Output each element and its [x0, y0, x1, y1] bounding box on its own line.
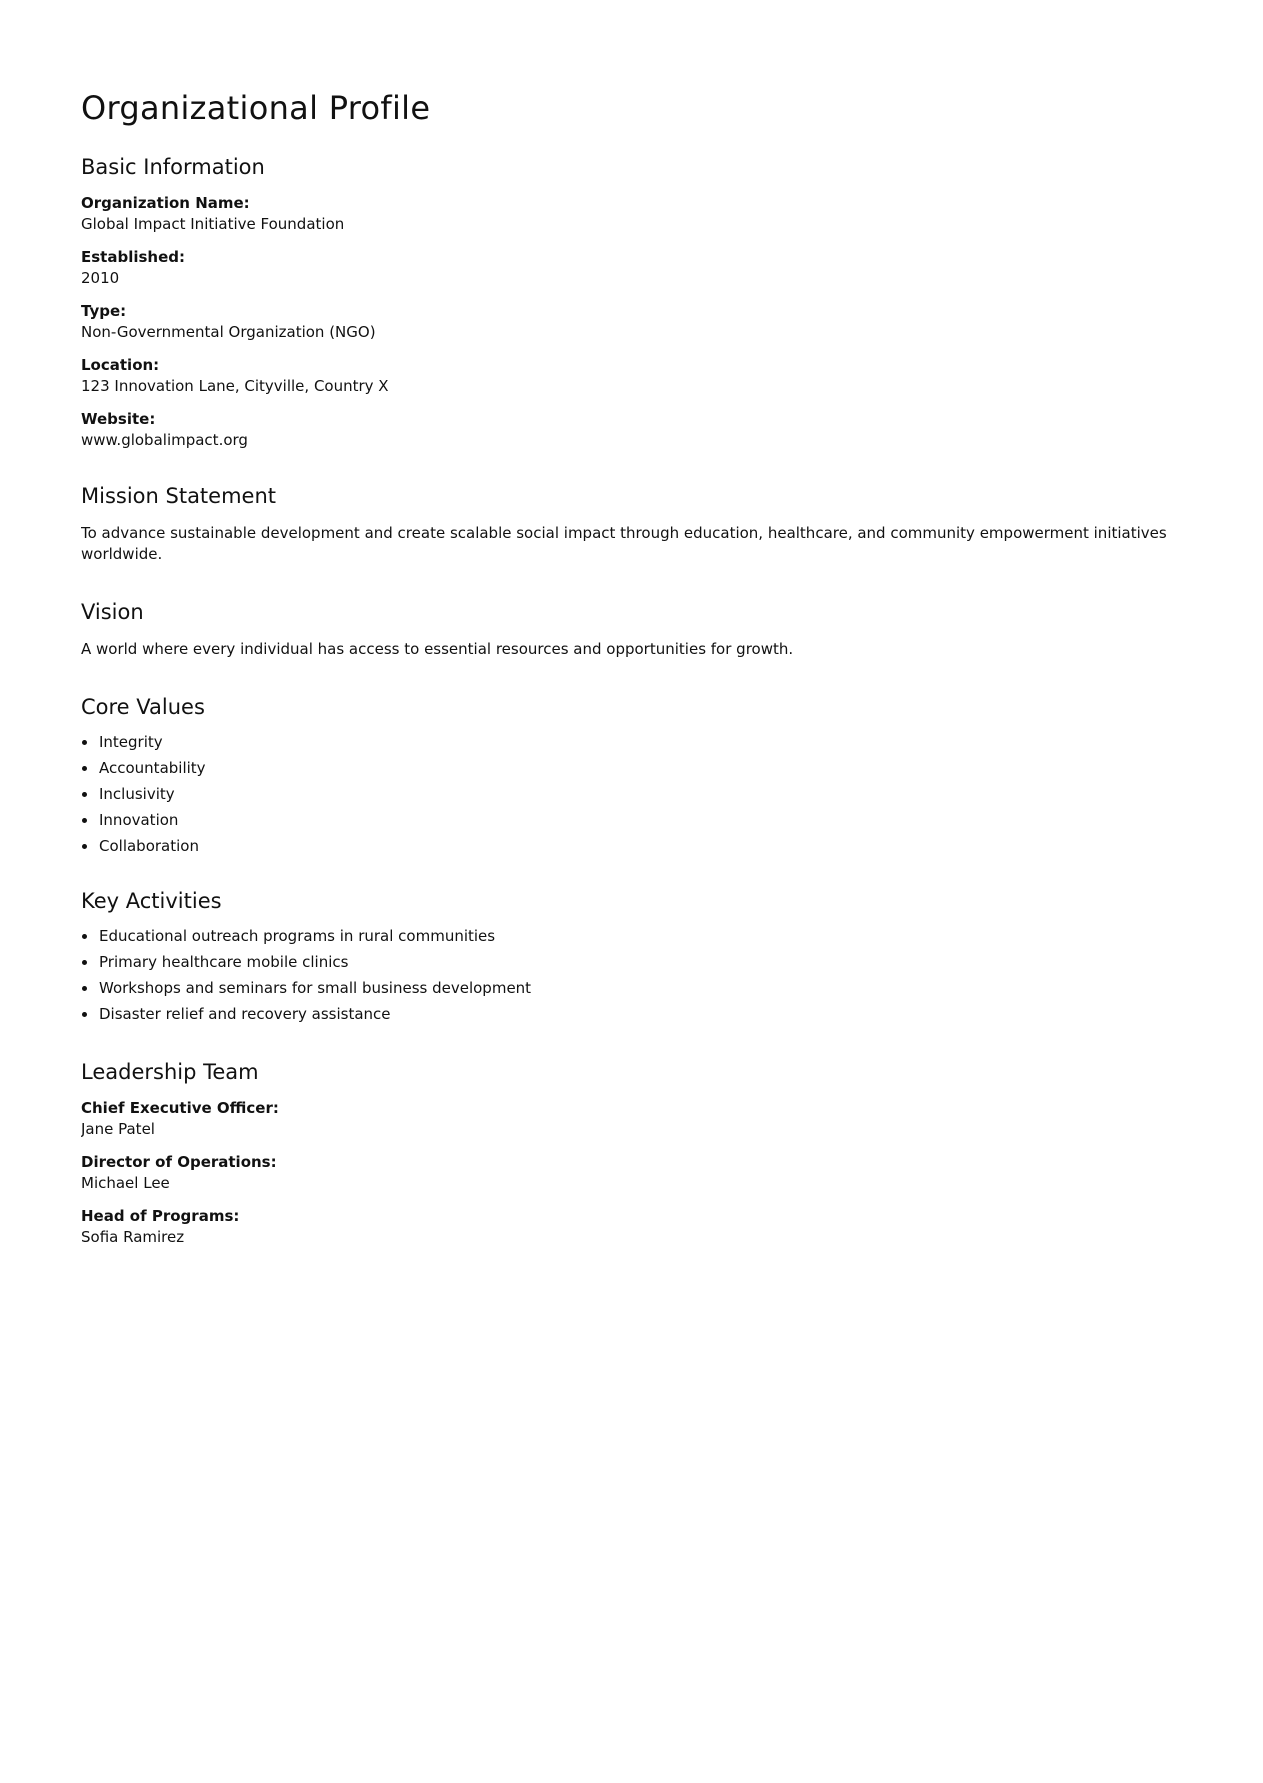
- basic-information-section: [81, 153, 1191, 451]
- field-established: [81, 247, 1191, 289]
- field-website: [81, 409, 1191, 451]
- list-item: [81, 755, 1191, 781]
- section-heading-basic-information: Basic Information: [81, 155, 265, 179]
- field-value: 2010: [81, 269, 120, 287]
- list-item-text: Primary healthcare mobile clinics: [99, 953, 349, 971]
- leader-role: Head of Programs:: [81, 1207, 240, 1225]
- website-value: www.globalimpact.org: [81, 431, 248, 449]
- list-item: [81, 833, 1191, 859]
- list-item: [81, 1001, 1191, 1027]
- list-item: [81, 807, 1191, 833]
- list-item-text: Educational outreach programs in rural communities: [99, 927, 496, 945]
- list-item-text: Workshops and seminars for small business development: [99, 979, 532, 997]
- mission-text: To advance sustainable development and create scalable social impact through education, healthcare, and community empowerment initiatives worldwide.: [81, 524, 1167, 563]
- section-heading-vision: Vision: [81, 600, 144, 624]
- list-item-text: Collaboration: [99, 837, 199, 855]
- list-item-text: Disaster relief and recovery assistance: [99, 1005, 391, 1023]
- leader-ceo: [81, 1098, 1191, 1140]
- mission-section: [81, 482, 1191, 565]
- field-location: [81, 355, 1191, 397]
- field-value: Non-Governmental Organization (NGO): [81, 323, 376, 341]
- leader-head-programs: [81, 1206, 1191, 1248]
- vision-section: [81, 598, 1191, 660]
- field-value: Global Impact Initiative Foundation: [81, 215, 345, 233]
- core-values-section: [81, 693, 1191, 859]
- section-heading-leadership: Leadership Team: [81, 1060, 259, 1084]
- bullet-icon: [82, 986, 87, 991]
- leadership-section: [81, 1058, 1191, 1248]
- list-item: [81, 729, 1191, 755]
- list-item: [81, 781, 1191, 807]
- bullet-icon: [82, 934, 87, 939]
- key-activities-list: [81, 923, 1191, 1027]
- list-item: [81, 975, 1191, 1001]
- bullet-icon: [82, 844, 87, 849]
- leader-name: Sofia Ramirez: [81, 1228, 185, 1246]
- field-label: Established:: [81, 248, 186, 266]
- list-item-text: Integrity: [99, 733, 163, 751]
- bullet-icon: [82, 766, 87, 771]
- field-label: Organization Name:: [81, 194, 250, 212]
- section-heading-key-activities: Key Activities: [81, 889, 222, 913]
- section-heading-core-values: Core Values: [81, 695, 205, 719]
- field-type: [81, 301, 1191, 343]
- leader-role: Director of Operations:: [81, 1153, 277, 1171]
- section-heading-mission: Mission Statement: [81, 484, 277, 508]
- list-item-text: Innovation: [99, 811, 179, 829]
- leader-name: Michael Lee: [81, 1174, 170, 1192]
- field-organization-name: [81, 193, 1191, 235]
- list-item: [81, 949, 1191, 975]
- page-title: Organizational Profile: [81, 89, 431, 127]
- bullet-icon: [82, 818, 87, 823]
- bullet-icon: [82, 740, 87, 745]
- core-values-list: [81, 729, 1191, 859]
- bullet-icon: [82, 1012, 87, 1017]
- vision-text: A world where every individual has access to essential resources and opportunities for growth.: [81, 640, 794, 658]
- leader-name: Jane Patel: [81, 1120, 155, 1138]
- field-value: 123 Innovation Lane, Cityville, Country X: [81, 377, 389, 395]
- list-item-text: Accountability: [99, 759, 206, 777]
- leader-director-operations: [81, 1152, 1191, 1194]
- list-item: [81, 923, 1191, 949]
- list-item-text: Inclusivity: [99, 785, 175, 803]
- document-content: [81, 0, 1191, 1254]
- leader-role: Chief Executive Officer:: [81, 1099, 279, 1117]
- key-activities-section: [81, 887, 1191, 1027]
- bullet-icon: [82, 792, 87, 797]
- bullet-icon: [82, 960, 87, 965]
- field-label: Website:: [81, 410, 156, 428]
- field-label: Location:: [81, 356, 160, 374]
- field-label: Type:: [81, 302, 127, 320]
